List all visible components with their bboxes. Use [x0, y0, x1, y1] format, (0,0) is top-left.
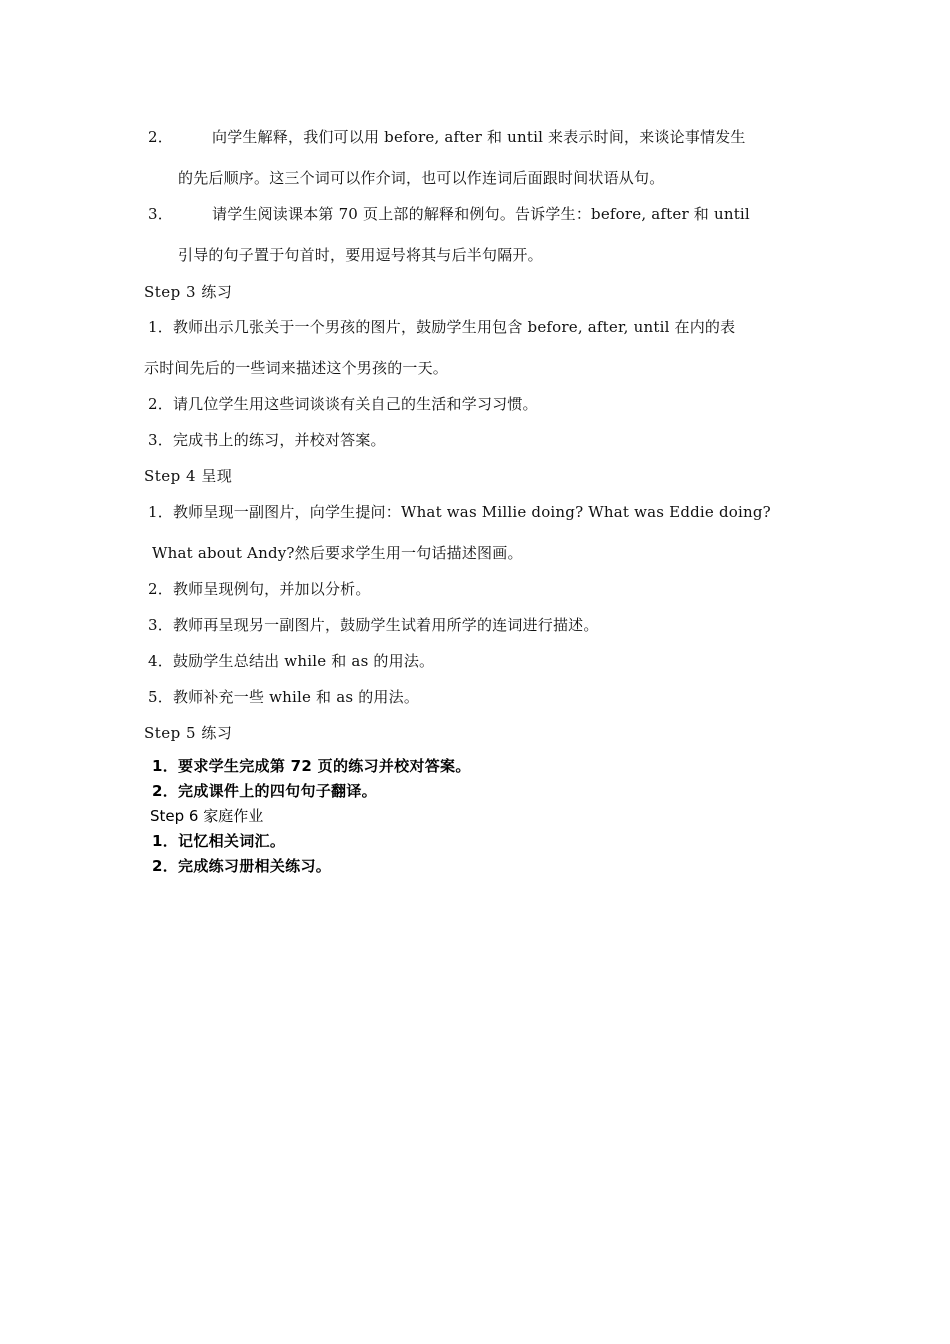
step3-heading: Step 3 练习 [144, 283, 233, 301]
step3-item-3: 3．完成书上的练习，并校对答案。 [148, 431, 386, 449]
step6-item-2: 2．完成练习册相关练习。 [152, 857, 332, 875]
item-3-line-1 [148, 204, 750, 224]
step4-item-3: 3．教师再呈现另一副图片，鼓励学生试着用所学的连词进行描述。 [148, 616, 599, 634]
item-text: 向学生解释，我们可以用 before, after 和 until 来表示时间，来谈论事情发生 [212, 128, 746, 146]
item-text: 请学生阅读课本第 70 页上部的解释和例句。告诉学生：before, after 和 until [212, 205, 750, 223]
step5-item-1: 1．要求学生完成第 72 页的练习并校对答案。 [152, 757, 471, 775]
step3-item-1-line-2: 示时间先后的一些词来描述这个男孩的一天。 [144, 359, 449, 377]
step3-item-1-line-1: 1．教师出示几张关于一个男孩的图片，鼓励学生用包含 before, after, until 在内的表 [148, 318, 736, 336]
step4-item-2: 2．教师呈现例句，并加以分析。 [148, 580, 371, 598]
step4-item-1-line-2: What about Andy?然后要求学生用一句话描述图画。 [152, 544, 523, 562]
step4-heading: Step 4 呈现 [144, 467, 233, 485]
step6-item-1: 1．记忆相关词汇。 [152, 832, 286, 850]
item-number: 2． [148, 128, 173, 146]
item-2-line-1 [148, 127, 746, 147]
step4-item-5: 5．教师补充一些 while 和 as 的用法。 [148, 688, 420, 706]
step3-item-2: 2．请几位学生用这些词谈谈有关自己的生活和学习习惯。 [148, 395, 538, 413]
embedded-text-image [150, 752, 510, 882]
step5-item-2: 2．完成课件上的四句句子翻译。 [152, 782, 377, 800]
item-number: 3． [148, 205, 173, 223]
step6-heading: Step 6 家庭作业 [150, 807, 264, 825]
step4-item-4: 4．鼓励学生总结出 while 和 as 的用法。 [148, 652, 435, 670]
step5-heading: Step 5 练习 [144, 724, 233, 742]
step4-item-1-line-1: 1．教师呈现一副图片，向学生提问：What was Millie doing? What was Eddie doing? [148, 503, 771, 521]
item-3-line-2: 引导的句子置于句首时，要用逗号将其与后半句隔开。 [178, 246, 543, 264]
item-2-line-2: 的先后顺序。这三个词可以作介词，也可以作连词后面跟时间状语从句。 [178, 169, 665, 187]
